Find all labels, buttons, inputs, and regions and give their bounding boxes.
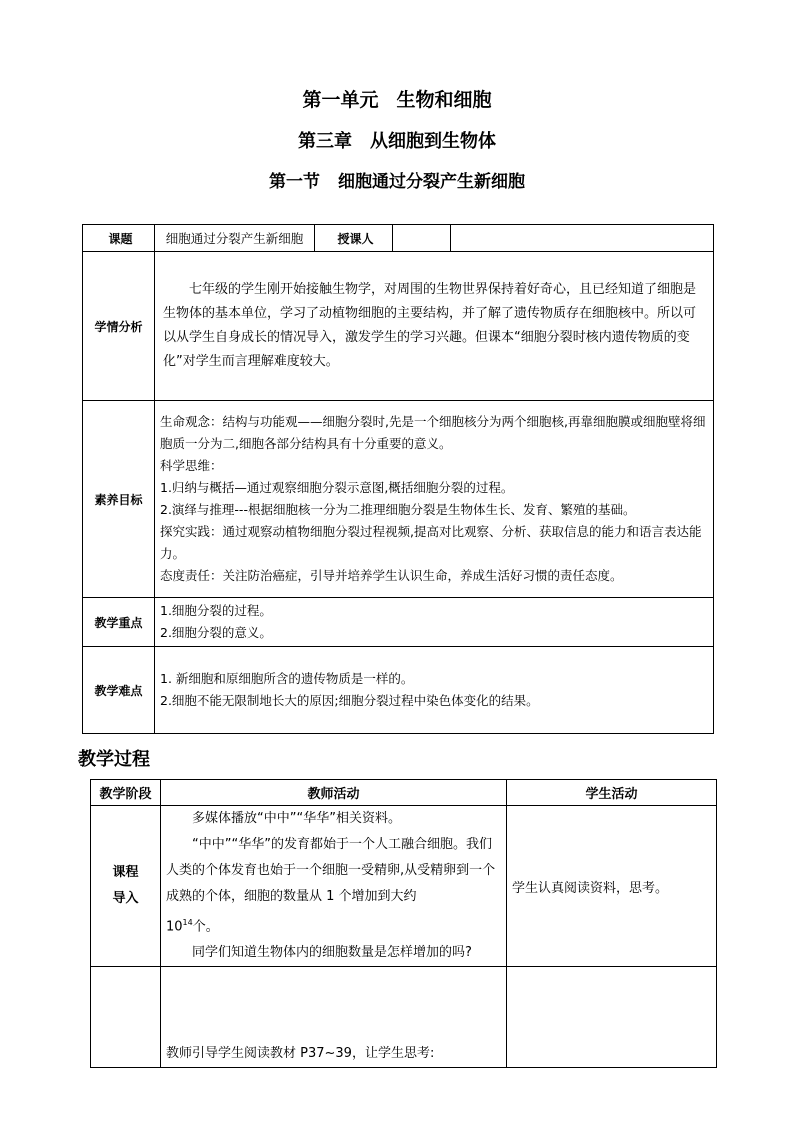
power-exponent: 14	[182, 918, 193, 927]
intro-stage-line: 课程	[112, 865, 139, 881]
difficulty-item: 1. 新细胞和原细胞所含的遗传物质是一样的。	[160, 671, 414, 686]
analysis-text: 七年级的学生刚开始接触生物学，对周围的生物世界保持着好奇心，且已经知道了细胞是生物体的基本单位，学习了动植物细胞的主要结构，并了解了遗传物质存在细胞核中。所以可以从学生自身成长的情况导入，激发学生的学习兴趣。但课本“细胞分裂时核内遗传物质的变化”对学生而言理解难度较大。	[163, 282, 697, 369]
goals-label: 素养目标	[83, 401, 155, 598]
key-points-list	[155, 598, 714, 647]
power-base: 10	[166, 919, 183, 935]
goal-item: 科学思维：	[160, 458, 223, 473]
difficulty-item: 2.细胞不能无限制地长大的原因;细胞分裂过程中染色体变化的结果。	[160, 693, 539, 708]
intro-row	[91, 806, 717, 967]
analysis-label: 学情分析	[83, 252, 155, 401]
process-heading: 教学过程	[78, 749, 150, 770]
teacher-value	[451, 225, 714, 252]
teacher-line	[166, 910, 501, 940]
key-point-item: 1.细胞分裂的过程。	[160, 603, 272, 618]
course-row	[83, 225, 714, 252]
goal-item: 2.演绎与推理---根据细胞核一分为二推理细胞分裂是生物体生长、发育、繁殖的基础。	[160, 502, 636, 517]
goal-item: 探究实践：通过观察动植物细胞分裂过程视频,提高对比观察、分析、获取信息的能力和语言表达能力。	[160, 524, 702, 561]
goals-list	[155, 401, 714, 598]
lesson-info-table	[82, 224, 714, 734]
intro-stage-line: 导入	[112, 891, 139, 907]
teacher-line: “中中”“华华”的发育都始于一个人工融合细胞。我们人类的个体发育也始于一个细胞一受精卵,从受精卵到一个成熟的个体，细胞的数量从 1 个增加到大约	[166, 837, 496, 904]
key-points-row	[83, 598, 714, 647]
difficulties-row	[83, 647, 714, 734]
teacher-value-blank	[393, 225, 451, 252]
course-label: 课题	[83, 225, 155, 252]
key-points-label: 教学重点	[83, 598, 155, 647]
process-header-row	[91, 780, 717, 806]
power-tail: 个。	[192, 919, 219, 935]
col-student-header: 学生活动	[507, 780, 717, 806]
key-point-item: 2.细胞分裂的意义。	[160, 625, 272, 640]
teaching-process-table	[90, 779, 717, 1068]
teacher-line: 教师引导学生阅读教材 P37~39，让学生思考:	[166, 1046, 435, 1062]
difficulties-label: 教学难点	[83, 647, 155, 734]
analysis-row	[83, 252, 714, 401]
reading-student-activity	[507, 967, 717, 1068]
section-title: 第一节 细胞通过分裂产生新细胞	[269, 172, 525, 192]
reading-row	[91, 967, 717, 1068]
goal-item: 1.归纳与概括—通过观察细胞分裂示意图,概括细胞分裂的过程。	[160, 480, 514, 495]
difficulties-list	[155, 647, 714, 734]
teacher-line: 同学们知道生物体内的细胞数量是怎样增加的吗?	[192, 945, 472, 961]
col-teacher-header: 教师活动	[161, 780, 507, 806]
course-value: 细胞通过分裂产生新细胞	[155, 225, 315, 252]
col-stage-header: 教学阶段	[91, 780, 161, 806]
intro-teacher-activity	[161, 806, 507, 967]
reading-teacher-activity	[161, 967, 507, 1068]
teacher-line: 多媒体播放“中中”“华华”相关资料。	[192, 811, 401, 826]
intro-stage	[91, 806, 161, 967]
intro-student-activity: 学生认真阅读资料，思考。	[507, 806, 717, 967]
teacher-label: 授课人	[315, 225, 393, 252]
chapter-title: 第三章 从细胞到生物体	[298, 131, 496, 152]
unit-title: 第一单元 生物和细胞	[302, 89, 492, 111]
goal-item: 生命观念：结构与功能观——细胞分裂时,先是一个细胞核分为两个细胞核,再靠细胞膜或细胞壁将细胞质一分为二,细胞各部分结构具有十分重要的意义。	[160, 414, 706, 451]
goal-item: 态度责任：关注防治癌症，引导并培养学生认识生命，养成生活好习惯的责任态度。	[160, 568, 623, 583]
reading-stage	[91, 967, 161, 1068]
goals-row	[83, 401, 714, 598]
